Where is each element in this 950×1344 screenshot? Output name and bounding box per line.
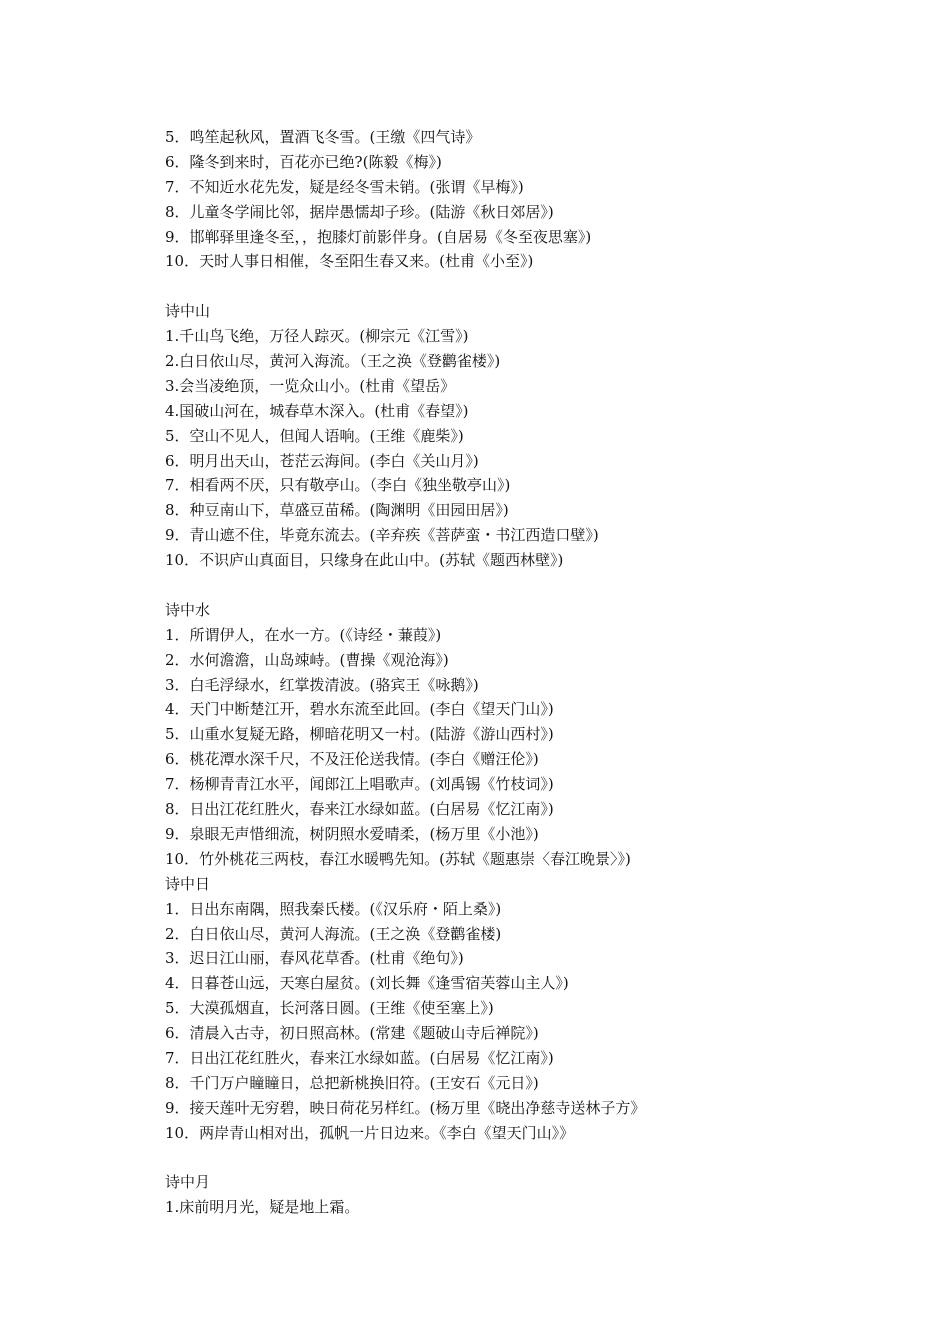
poem-line: 2.白日依山尽，黄河入海流。（王之涣《登鹳雀楼》) [165,352,501,371]
poem-line: 5．空山不见人，但闻人语响。(王维《鹿柴》) [165,426,464,445]
section-sun [165,872,885,1146]
poem-line: 9．泉眼无声惜细流，树阴照水爱晴柔，(杨万里《小池》) [165,824,539,843]
poem-line: 10．天时人事日相催，冬至阳生春又来。(杜甫《小至》) [165,252,534,271]
blank-line [165,1146,885,1171]
poem-line: 7．杨柳青青江水平，闻郎江上唱歌声。(刘禹锡《竹枝词》) [165,775,554,794]
section-water [165,598,885,872]
poem-line: 2．白日依山尽，黄河人海流。(王之涣《登鹳雀楼) [165,924,502,943]
poem-line: 6．清晨入古寺，初日照高林。(常建《题破山寺后禅院》) [165,1024,539,1043]
blank-line [165,573,885,598]
section-moon [165,1170,885,1220]
poem-line: 6．明月出天山，苍茫云海间。(李白《关山月》) [165,451,479,470]
poem-line: 9．青山遮不住，毕竟东流去。(辛弃疾《菩萨蛮・书江西造口壁》) [165,526,599,545]
poem-line: 3.会当凌绝顶，一览众山小。(杜甫《望岳》 [165,376,456,395]
poem-line: 4．日暮苍山远，天寒白屋贫。(刘长舞《逢雪宿芙蓉山主人》) [165,974,569,993]
poem-line: 8．种豆南山下，草盛豆苗稀。(陶渊明《田园田居》) [165,501,509,520]
poem-line: 7．相看两不厌，只有敬亭山。（李白《独坐敬亭山》) [165,476,511,495]
poem-line: 4．天门中断楚江开，碧水东流至此回。(李白《望天门山》) [165,700,554,719]
poem-line: 1．所谓伊人，在水一方。(《诗经・蒹葭》) [165,625,442,644]
section-heading: 诗中日 [165,874,211,893]
poem-line: 10．两岸青山相对出，孤帆一片日边来。《李白《望天门山》》 [165,1123,575,1142]
poem-line: 9．邯郸驿里逢冬至，，抱膝灯前影伴身。(自居易《冬至夜思塞》) [165,227,592,246]
poem-line: 1．日出东南隅，照我秦氏楼。(《汉乐府・陌上桑》) [165,899,502,918]
poem-line: 10．竹外桃花三两枝，春江水暖鸭先知。(苏轼《题惠崇〈春江晚景〉》) [165,849,631,868]
poem-line: 1.床前明月光，疑是地上霜。 [165,1198,360,1217]
poem-line: 2．水何澹澹，山岛竦峙。(曹操《观沧海》) [165,650,449,669]
blank-line [165,274,885,299]
section-mountain [165,299,885,573]
poem-line: 6．桃花潭水深千尺，不及汪伦送我情。(李白《赠汪伦》) [165,750,539,769]
poem-line: 1.千山鸟飞绝，万径人踪灭。(柳宗元《江雪》) [165,327,469,346]
section-winter [165,125,885,274]
poem-line: 8．日出江花红胜火，春来江水绿如蓝。(白居易《忆江南》) [165,800,554,819]
poem-line: 8．儿童冬学闹比邻，据岸愚懦却子珍。(陆游《秋日郊居》) [165,202,554,221]
poem-line: 5．山重水复疑无路，柳暗花明又一村。(陆游《游山西村》) [165,725,554,744]
poem-line: 7．日出江花红胜火，春来江水绿如蓝。(白居易《忆江南》) [165,1048,554,1067]
poem-line: 5．大漠孤烟直，长河落日圆。(王维《使至塞上》) [165,999,494,1018]
section-heading: 诗中山 [165,302,211,321]
poem-line: 9．接天莲叶无穷碧，映日荷花另样红。(杨万里《晓出净慈寺送林子方》 [165,1098,646,1117]
poem-line: 6．隆冬到来时，百花亦已绝?(陈毅《梅》) [165,152,442,171]
poem-line: 5．鸣笙起秋风，置酒飞冬雪。(王缴《四气诗》 [165,128,481,146]
poem-line: 3．白毛浮绿水，红掌拨清波。(骆宾王《咏鹅》) [165,675,479,694]
poem-line: 8．千门万户瞳瞳日，总把新桃换旧符。(王安石《元日》) [165,1073,539,1092]
section-heading: 诗中月 [165,1173,211,1192]
poem-line: 10．不识庐山真面目，只缘身在此山中。(苏轼《题西林壁》) [165,551,564,570]
poem-line: 4.国破山河在，城春草木深入。(杜甫《春望》) [165,401,469,420]
poem-line: 3．迟日江山丽，春风花草香。(杜甫《绝句》) [165,949,464,968]
document-page [165,125,885,1220]
poem-line: 7．不知近水花先发，疑是经冬雪未销。(张谓《早梅》) [165,177,524,196]
section-heading: 诗中水 [165,600,211,619]
